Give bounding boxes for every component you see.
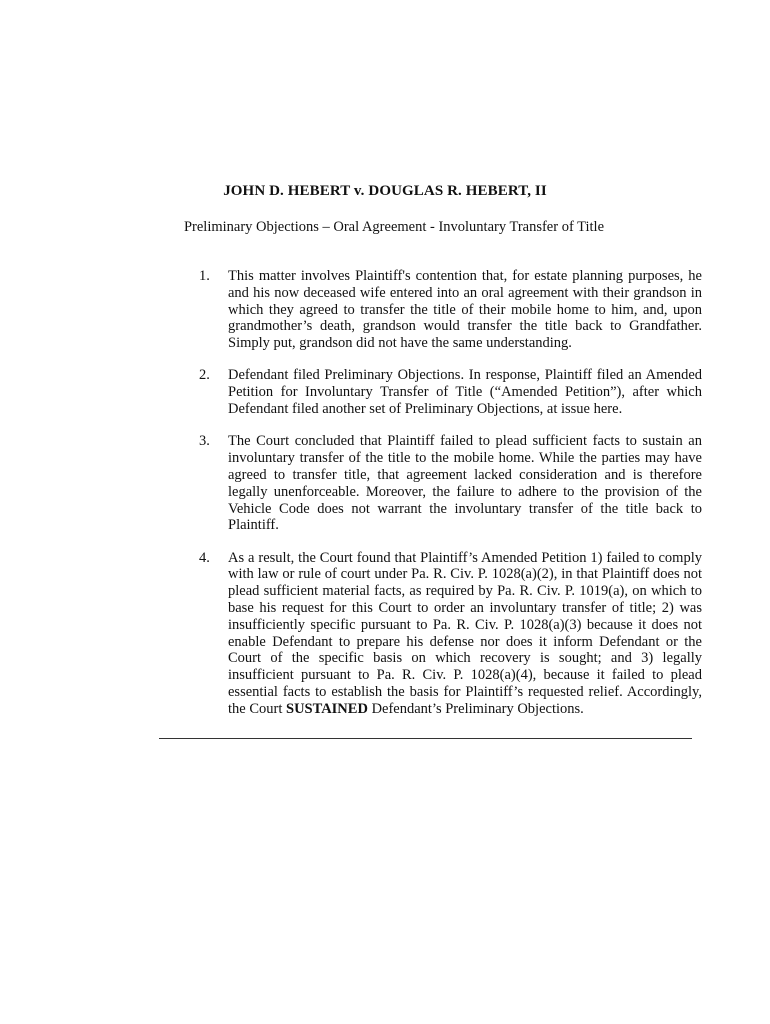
- list-item: [199, 268, 702, 352]
- item-text: This matter involves Plaintiff's contention that, for estate planning purposes, he and his now deceased wife entered into an oral agreement with their grandson in which they agreed to transfer the title of their mobile home to him, and, upon grandmother’s death, grandson would transfer the title back to Grandfather. Simply put, grandson did not have the same understanding.: [228, 268, 702, 352]
- item-number: 2.: [199, 367, 210, 384]
- item-number: 3.: [199, 433, 210, 450]
- item-text: The Court concluded that Plaintiff failed to plead sufficient facts to sustain an involuntary transfer of the title to the mobile home. While the parties may have agreed to transfer title, that agreement lacked consideration and is therefore legally unenforceable. Moreover, the failure to adhere to the provision of the Vehicle Code does not warrant the involuntary transfer of the title back to Plaintiff.: [228, 433, 702, 534]
- summary-list: [199, 268, 702, 733]
- sustained-emphasis: SUSTAINED: [286, 700, 368, 717]
- list-item: [199, 433, 702, 534]
- item-text: [228, 550, 702, 718]
- item-number: 4.: [199, 549, 210, 566]
- list-item: [199, 550, 702, 718]
- item-text: Defendant filed Preliminary Objections. In response, Plaintiff filed an Amended Petition for Involuntary Transfer of Title (“Amended Petition”), after which Defendant filed another set of Preliminary Objections, at issue here.: [228, 367, 702, 418]
- case-title: JOHN D. HEBERT v. DOUGLAS R. HEBERT, II: [223, 183, 547, 199]
- item-text-after: Defendant’s Preliminary Objections.: [367, 700, 584, 717]
- case-subtitle: Preliminary Objections – Oral Agreement - Involuntary Transfer of Title: [183, 219, 605, 235]
- list-item: [199, 367, 702, 417]
- item-number: 1.: [199, 268, 210, 284]
- item-text-before: As a result, the Court found that Plaintiff’s Amended Petition 1) failed to comply with law or rule of court under Pa. R. Civ. P. 1028(a)(2), in that Plaintiff does not plead sufficient material facts, as required by Pa. R. Civ. P. 1019(a), on which to base his request for this Court to order an involuntary transfer of title; 2) was insufficiently specific pursuant to Pa. R. Civ. P. 1028(a)(3) because it does not enable Defendant to prepare his defense nor does it inform Defendant or the Court of the specific basis on which recovery is sought; and 3) legally insufficient pursuant to Pa. R. Civ. P. 1028(a)(4), because it failed to plead essential facts to establish the basis for Plaintiff’s requested relief. Accordingly, the Court: [228, 549, 702, 717]
- horizontal-rule: [159, 738, 692, 739]
